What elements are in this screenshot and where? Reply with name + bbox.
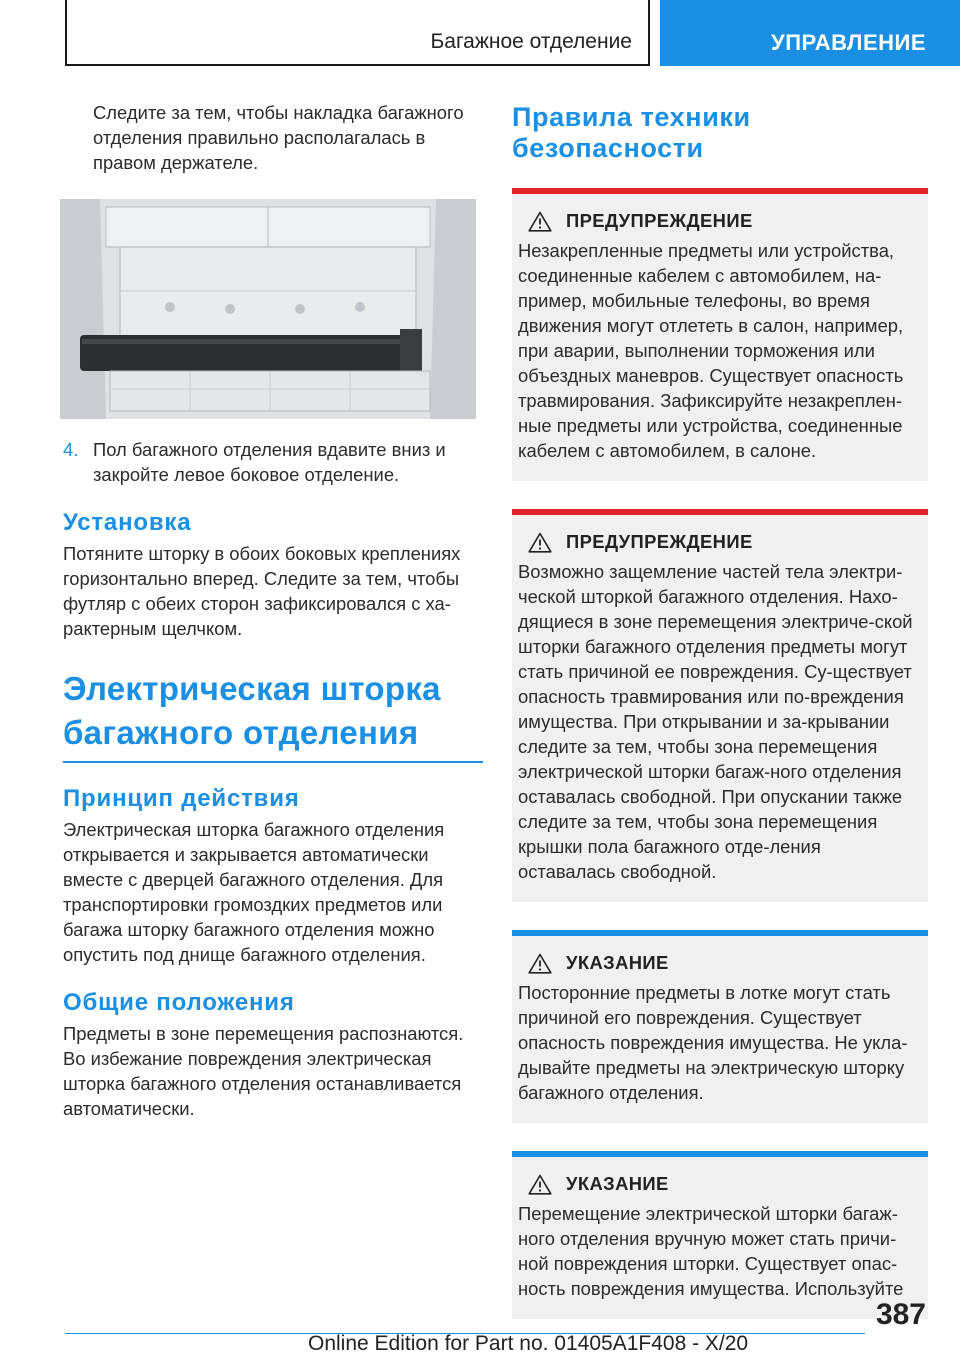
notice-text: Возможно защемление частей тела электри-ческой шторкой багажного отделения. Нахо-дящиеся в зоне перемещения электриче-ской шторки багажного отделения предметы могут стать причиной ее повреждения. Су-ществует опасность травмирования или по-вреждения имущества. При открывании и за-крывании следите за тем, чтобы зона перемещения электрической шторки багаж-ного отделения оставалась свободной. При опускании также следите за тем, чтобы зона перемещения крышки пола багажного отде-ления оставалась свободной. [518, 561, 913, 882]
step-4-number: 4. [63, 439, 79, 460]
left-column [63, 100, 483, 1121]
notice-title: ПРЕДУПРЕЖДЕНИЕ [566, 210, 753, 231]
warning-triangle-icon [528, 1174, 552, 1195]
right-column [512, 100, 928, 1319]
header-chapter-tab [660, 0, 960, 66]
notice-title: ПРЕДУПРЕЖДЕНИЕ [566, 531, 753, 552]
general-paragraph: Предметы в зоне перемещения распознаются. Во избежание повреждения электрическая шторка багажного отделения останавливается автоматически. [63, 1023, 464, 1119]
warning-notice-2 [512, 509, 928, 902]
header-section-title: Багажное отделение [430, 30, 632, 53]
notice-text: Незакрепленные предметы или устройства, соединенные кабелем с автомобилем, на-пример, мобильные телефоны, во время движения могут отлететь в салон, например, при аварии, выполнении торможения или объездных маневров. Существует опасность травмирования. Зафиксируйте незакреплен-ные предметы или устройства, соединенные кабелем с автомобилем, в салоне. [518, 240, 904, 461]
main-heading: Электрическая шторка багажного отделения [63, 667, 483, 763]
safety-heading: Правила техники безопасности [512, 102, 751, 163]
warning-notice-1 [512, 188, 928, 481]
notice-title-row [518, 531, 920, 553]
install-heading: Установка [63, 509, 192, 536]
notice-title: УКАЗАНИЕ [566, 952, 669, 973]
principle-paragraph: Электрическая шторка багажного отделения открывается и закрывается автоматически вместе с дверцей багажного отделения. Для транспортировки громоздких предметов или багажа шторку багажного отделения можно опустить под днище багажного отделения. [63, 819, 445, 965]
page-number: 387 [875, 1298, 926, 1331]
header-section-tab [65, 0, 650, 66]
warning-triangle-icon [528, 953, 552, 974]
notice-text: Посторонние предметы в лотке могут стать причиной его повреждения. Существует опасность повреждения имущества. Не укла-дывайте предметы на электрическую шторку багажного отделения. [518, 982, 908, 1103]
notice-title-row [518, 1173, 920, 1195]
warning-bar [512, 509, 928, 515]
step-4 [63, 437, 483, 487]
install-paragraph: Потяните шторку в обоих боковых креплениях горизонтально вперед. Следите за тем, чтобы футляр с обеих сторон зафиксировался с ха-рактерным щелчком. [63, 543, 461, 639]
caution-bar [512, 930, 928, 936]
header-chapter-title: УПРАВЛЕНИЕ [771, 30, 926, 55]
step-4-text: Пол багажного отделения вдавите вниз и закройте левое боковое отделение. [93, 439, 446, 485]
warning-triangle-icon [528, 532, 552, 553]
notice-text: Перемещение электрической шторки багаж-ного отделения вручную может стать причи-ной повреждения шторки. Существует опас-ность повреждения имущества. Используйте [518, 1203, 904, 1299]
general-heading: Общие положения [63, 989, 295, 1016]
caution-notice-1 [512, 930, 928, 1123]
notice-title-row [518, 210, 920, 232]
warning-triangle-icon [528, 211, 552, 232]
intro-paragraph: Следите за тем, чтобы накладка багажного отделения правильно располагалась в правом держателе. [93, 102, 464, 173]
caution-bar [512, 1151, 928, 1157]
cargo-cover-illustration [60, 199, 476, 419]
warning-bar [512, 188, 928, 194]
footer-edition: Online Edition for Part no. 01405A1F408 - X/20 [308, 1332, 749, 1355]
notice-title-row [518, 952, 920, 974]
caution-notice-2 [512, 1151, 928, 1319]
cargo-cover-photo [60, 199, 476, 419]
notice-title: УКАЗАНИЕ [566, 1173, 669, 1194]
principle-heading: Принцип действия [63, 785, 300, 812]
